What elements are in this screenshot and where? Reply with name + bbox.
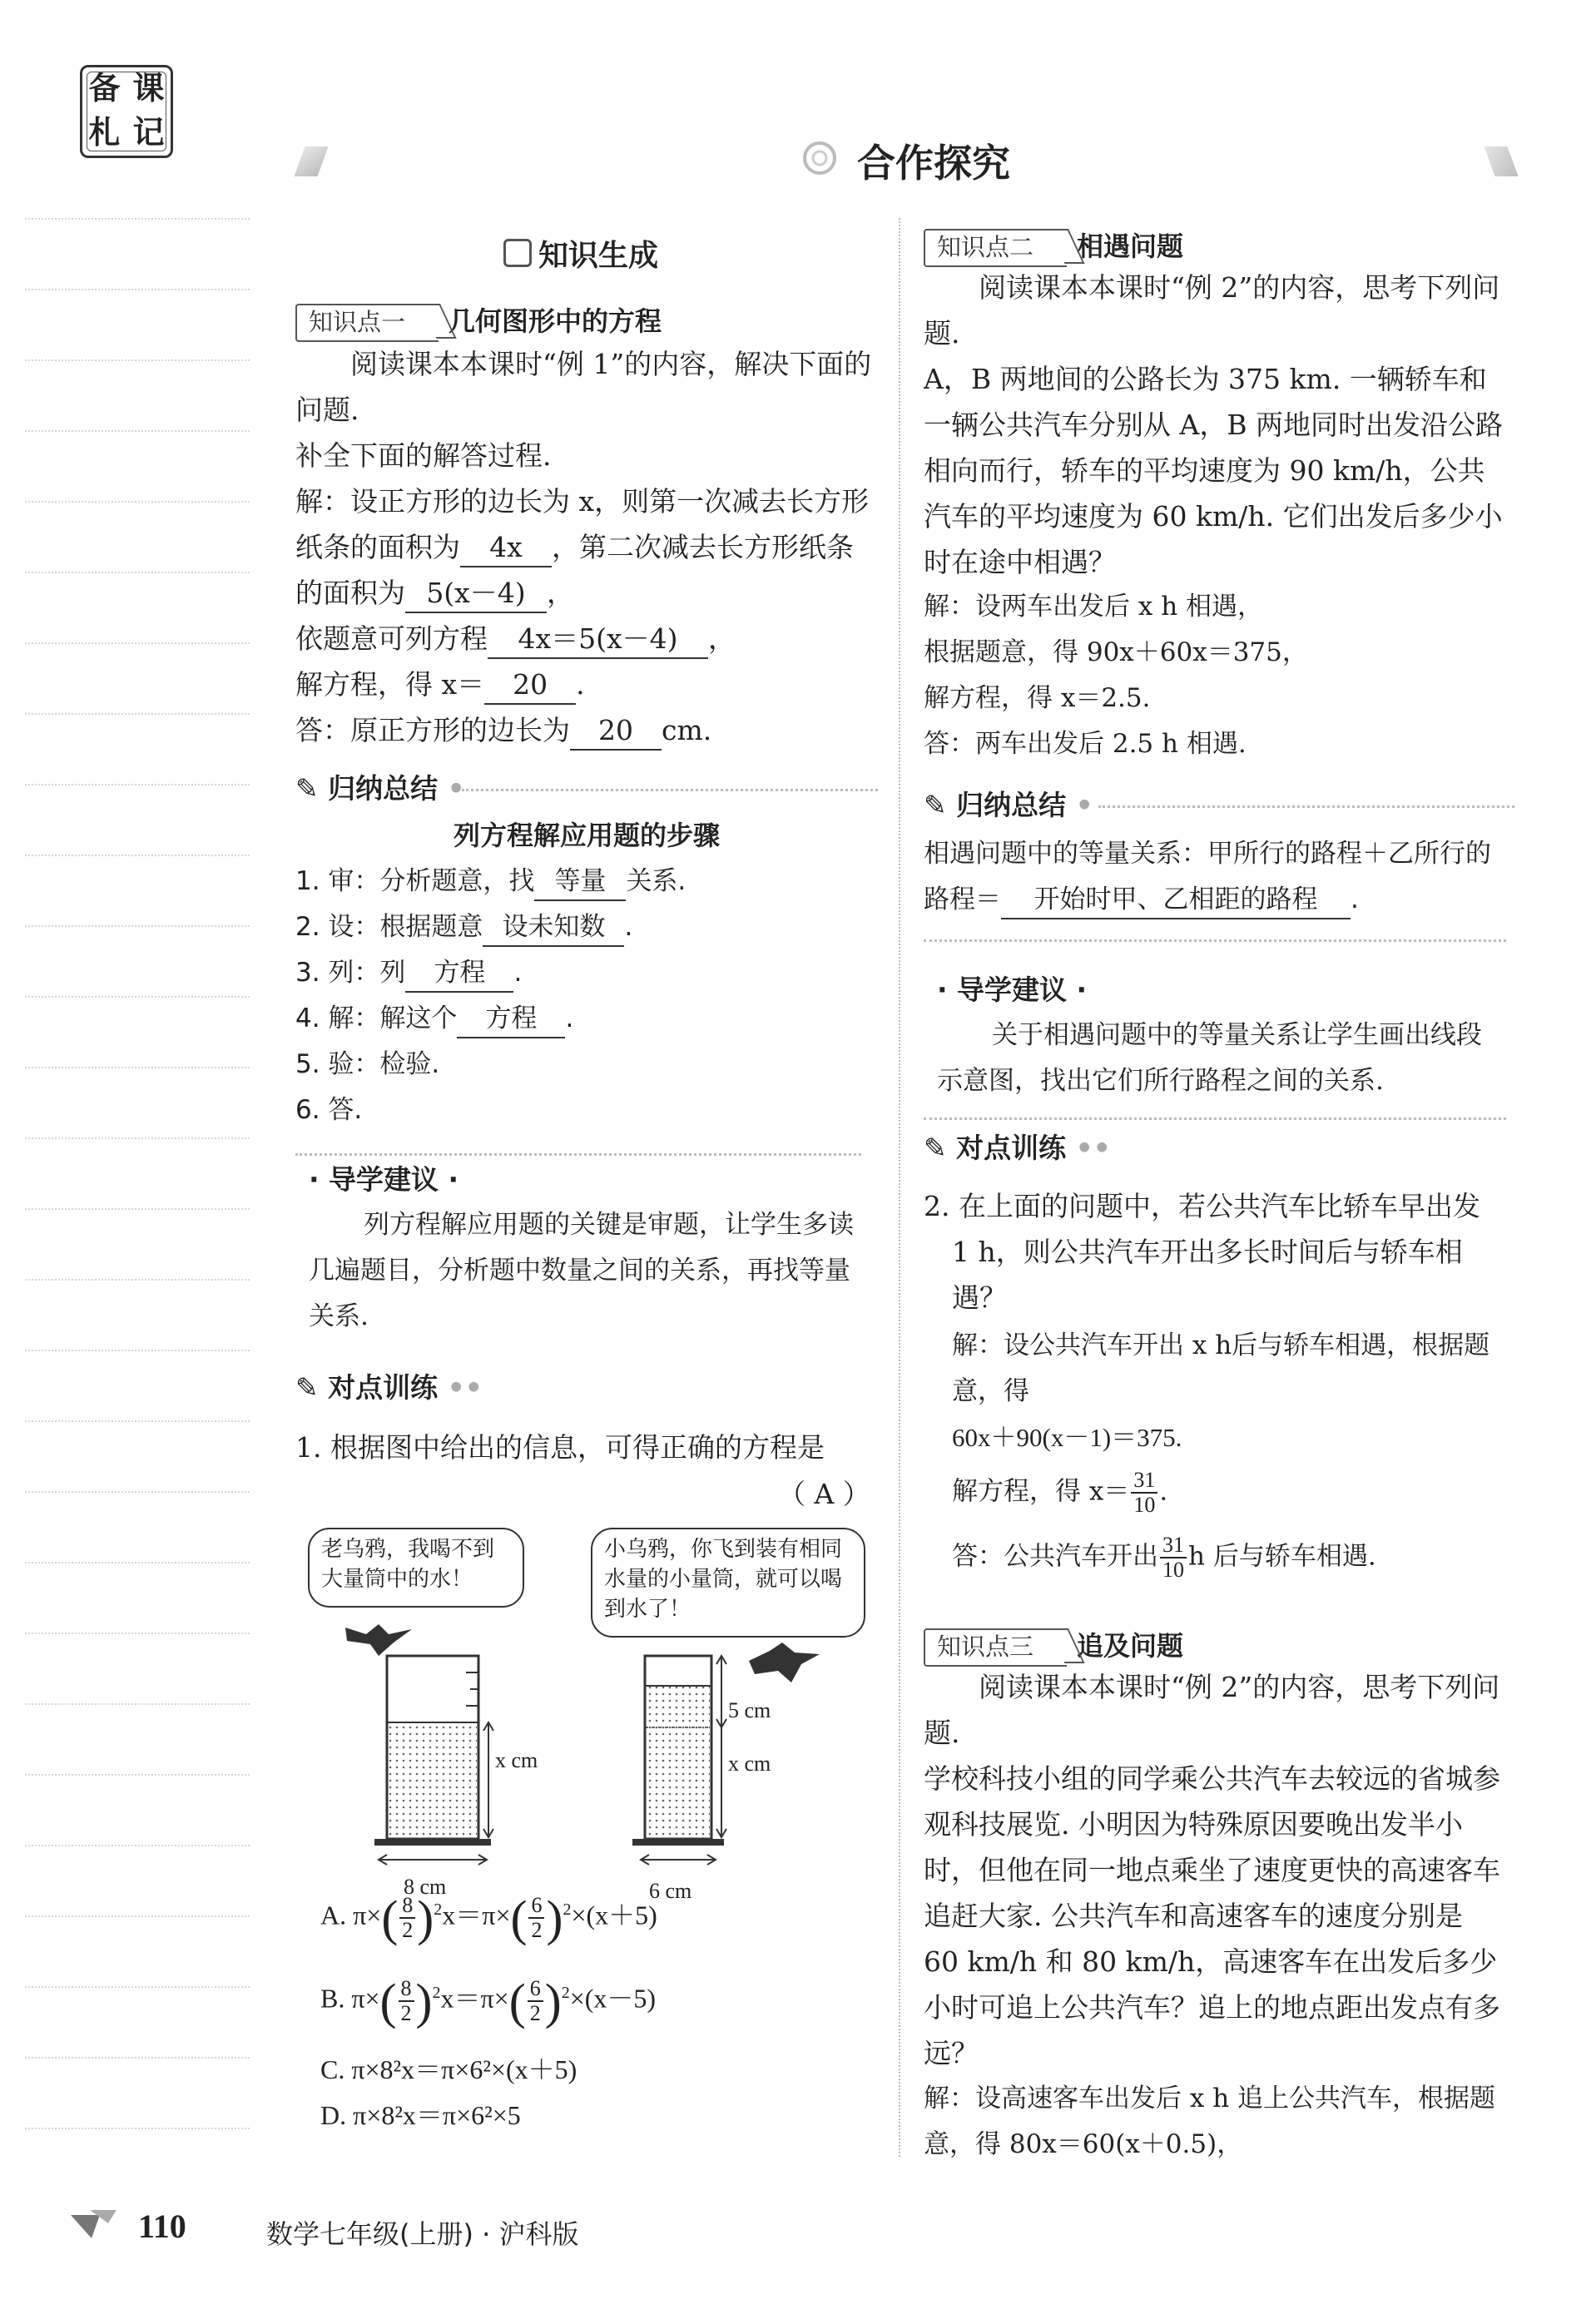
guide-head: · 导学建议 · [309, 1163, 459, 1196]
knowledge-point-1 [295, 298, 662, 344]
column-divider [899, 218, 900, 2157]
summary-text: 相遇问题中的等量关系：甲所行的路程＋乙所行的路程＝ 开始时甲、乙相距的路程 . [924, 831, 1506, 923]
lesson-notes-badge [80, 65, 173, 158]
pencil-icon: ✎ [924, 1132, 947, 1164]
list-item: 4. 解：解这个 方程 . [295, 996, 878, 1042]
page-number: 110 [138, 2208, 186, 2245]
training-head: ✎ 对点训练 •• [924, 1132, 1111, 1164]
badge-char: 记 [132, 114, 165, 151]
answer-blank: 5(x－4) [405, 575, 547, 613]
title-swirl-icon [795, 133, 845, 183]
kp-tag: 知识点一 [295, 304, 439, 342]
answer-blank: 方程 [405, 954, 513, 993]
guide-text: 列方程解应用题的关键是审题，让学生多读几遍题目，分析题中数量之间的关系，再找等量关系. [309, 1210, 854, 1331]
fig-label: x cm [495, 1748, 538, 1772]
list-item: 6. 答. [295, 1095, 363, 1125]
list-item: 3. 列：列 方程 . [295, 950, 878, 996]
knowledge-point-3 [924, 1623, 1183, 1669]
kp-tag: 知识点二 [924, 229, 1067, 267]
fig-label: 6 cm [649, 1879, 692, 1903]
option-c: C. π×8²x＝π×6²×(x＋5) [320, 2054, 577, 2084]
fig-label: 8 cm [404, 1875, 447, 1899]
question-2-solution: 解：设公共汽车开出 x h后与轿车相遇，根据题意，得 60x＋90(x－1)＝375. 解方程，得 x＝ $\frac{31}{10}$ . 答：公共汽车开出 $\frac{31}{10}$ h 后与轿车相遇. [952, 1330, 1490, 1582]
fig-label: x cm [728, 1752, 771, 1776]
kp3-problem: 学校科技小组的同学乘公共汽车去较远的省城参观科技展览. 小明因为特殊原因要晚出发半小时，但他在同一地点乘坐了速度更快的高速客车追赶大家. 公共汽车和高速客车的速度分别是 60 km/h 和 80 km/h，高速客车在出发后多少小时可追上公共汽车？追上的地点距出发点有多远？ [924, 1762, 1500, 2069]
footer-arrow-icon [67, 2205, 125, 2247]
guide-head: · 导学建议 · [937, 974, 1088, 1006]
training-head: ✎ 对点训练 •• [295, 1371, 483, 1404]
badge-char: 备 [88, 70, 121, 107]
answer-blank: 4x＝5(x－4) [488, 621, 708, 659]
answer-blank: 等量 [534, 863, 626, 901]
kp2-problem: A，B 两地间的公路长为 375 km. 一辆轿车和一辆公共汽车分别从 A，B 两地同时出发沿公路相向而行，轿车的平均速度为 90 km/h，公共汽车的平均速度为 60 km/h. 它们出发后多少小时在途中相遇？ [924, 363, 1504, 578]
speech-bubble-left: 老乌鸦，我喝不到大量筒中的水！ [308, 1528, 524, 1608]
kp-title: 相遇问题 [1077, 230, 1184, 262]
pencil-icon: ✎ [295, 772, 319, 805]
kp3-solution: 解：设高速客车出发后 x h 追上公共汽车，根据题意，得 80x＝60(x＋0.5)， [924, 2084, 1496, 2159]
question-1: 1. 根据图中给出的信息，可得正确的方程是 [295, 1431, 825, 1464]
title-decoration [294, 146, 328, 176]
fig-label: 5 cm [728, 1698, 771, 1722]
title-decoration [1484, 146, 1518, 176]
page-title: 合作探究 [857, 141, 1010, 186]
kp2-solution: 解：设两车出发后 x h 相遇， 根据题意，得 90x＋60x＝375， 解方程，得 x＝2.5. 答：两车出发后 2.5 h 相遇. [924, 592, 1308, 759]
option-b: B. π×( $\frac{8}{2}$ )$^2$x＝π×( $\frac{6}{2}$ )$^2$×(x－5) [320, 1974, 657, 2029]
kp1-intro: 阅读课本本课时“例 1”的内容，解决下面的问题. [295, 348, 872, 426]
option-d: D. π×8²x＝π×6²×5 [320, 2100, 521, 2130]
kp3-intro: 阅读课本本课时“例 2”的内容，思考下列问题. [924, 1671, 1500, 1749]
answer-blank: 4x [460, 529, 552, 567]
list-item: 1. 审：分析题意，找 等量 关系. [295, 859, 878, 904]
knowledge-icon [503, 239, 532, 267]
summary-head: ✎ 归纳总结 • [924, 789, 1093, 821]
summary-head: ✎ 归纳总结 • [295, 772, 465, 805]
answer-blank: 开始时甲、乙相距的路程 [1001, 881, 1351, 919]
steps-list [295, 859, 878, 1133]
answer-blank: 方程 [457, 1000, 565, 1038]
question-1-answer: （ A ） [778, 1478, 870, 1510]
kp-title: 追及问题 [1077, 1630, 1184, 1662]
footer-book-title: 数学七年级(上册) · 沪科版 [266, 2218, 579, 2250]
guide-box [295, 1157, 878, 1340]
list-item: 5. 验：检验. [295, 1049, 440, 1079]
badge-char: 札 [88, 114, 121, 151]
section-title: 知识生成 [538, 239, 659, 273]
kp2-intro: 阅读课本本课时“例 2”的内容，思考下列问题. [924, 271, 1500, 349]
summary-box [295, 766, 878, 1156]
question-2: 2. 在上面的问题中，若公共汽车比轿车早出发 1 h，则公共汽车开出多长时间后与轿车相遇？ [924, 1190, 1480, 1314]
pencil-icon: ✎ [295, 1371, 319, 1404]
badge-char: 课 [132, 70, 165, 107]
answer-blank: 20 [570, 712, 662, 751]
cylinders-figure [295, 1606, 878, 1889]
guide-text: 关于相遇问题中的等量关系让学生画出线段示意图，找出它们所行路程之间的关系. [937, 1020, 1482, 1096]
knowledge-point-2 [924, 223, 1183, 270]
list-item: 2. 设：根据题意 设未知数 . [295, 904, 878, 950]
answer-blank: 设未知数 [483, 909, 624, 947]
option-a: A. π×( $\frac{8}{2}$ )$^2$x＝π×( $\frac{6}{2}$ )$^2$×(x＋5) [320, 1890, 657, 1946]
summary-box-right [924, 782, 1506, 942]
speech-bubble-right: 小乌鸦，你飞到装有相同水量的小量筒，就可以喝到水了！ [591, 1528, 865, 1638]
crow-icon-right [749, 1643, 820, 1682]
guide-box-right [924, 967, 1506, 1120]
pencil-icon: ✎ [924, 789, 947, 821]
kp-tag: 知识点三 [924, 1628, 1067, 1667]
answer-blank: 20 [484, 666, 576, 705]
kp-title: 几何图形中的方程 [449, 305, 662, 337]
kp1-solution: 解：设正方形的边长为 x，则第一次减去长方形纸条的面积为 4x ，第二次减去长方形纸条的面积为 5(x－4) ， 依题意可列方程 4x＝5(x－4) ， 解方程，得 x＝ 20 . 答：原正方形的边长为 20 cm. [295, 478, 878, 753]
kp1-instruction: 补全下面的解答过程. [295, 439, 552, 472]
section-knowledge-generation [503, 233, 658, 279]
crow-icon-left [345, 1624, 412, 1656]
summary-title: 列方程解应用题的步骤 [453, 820, 720, 851]
